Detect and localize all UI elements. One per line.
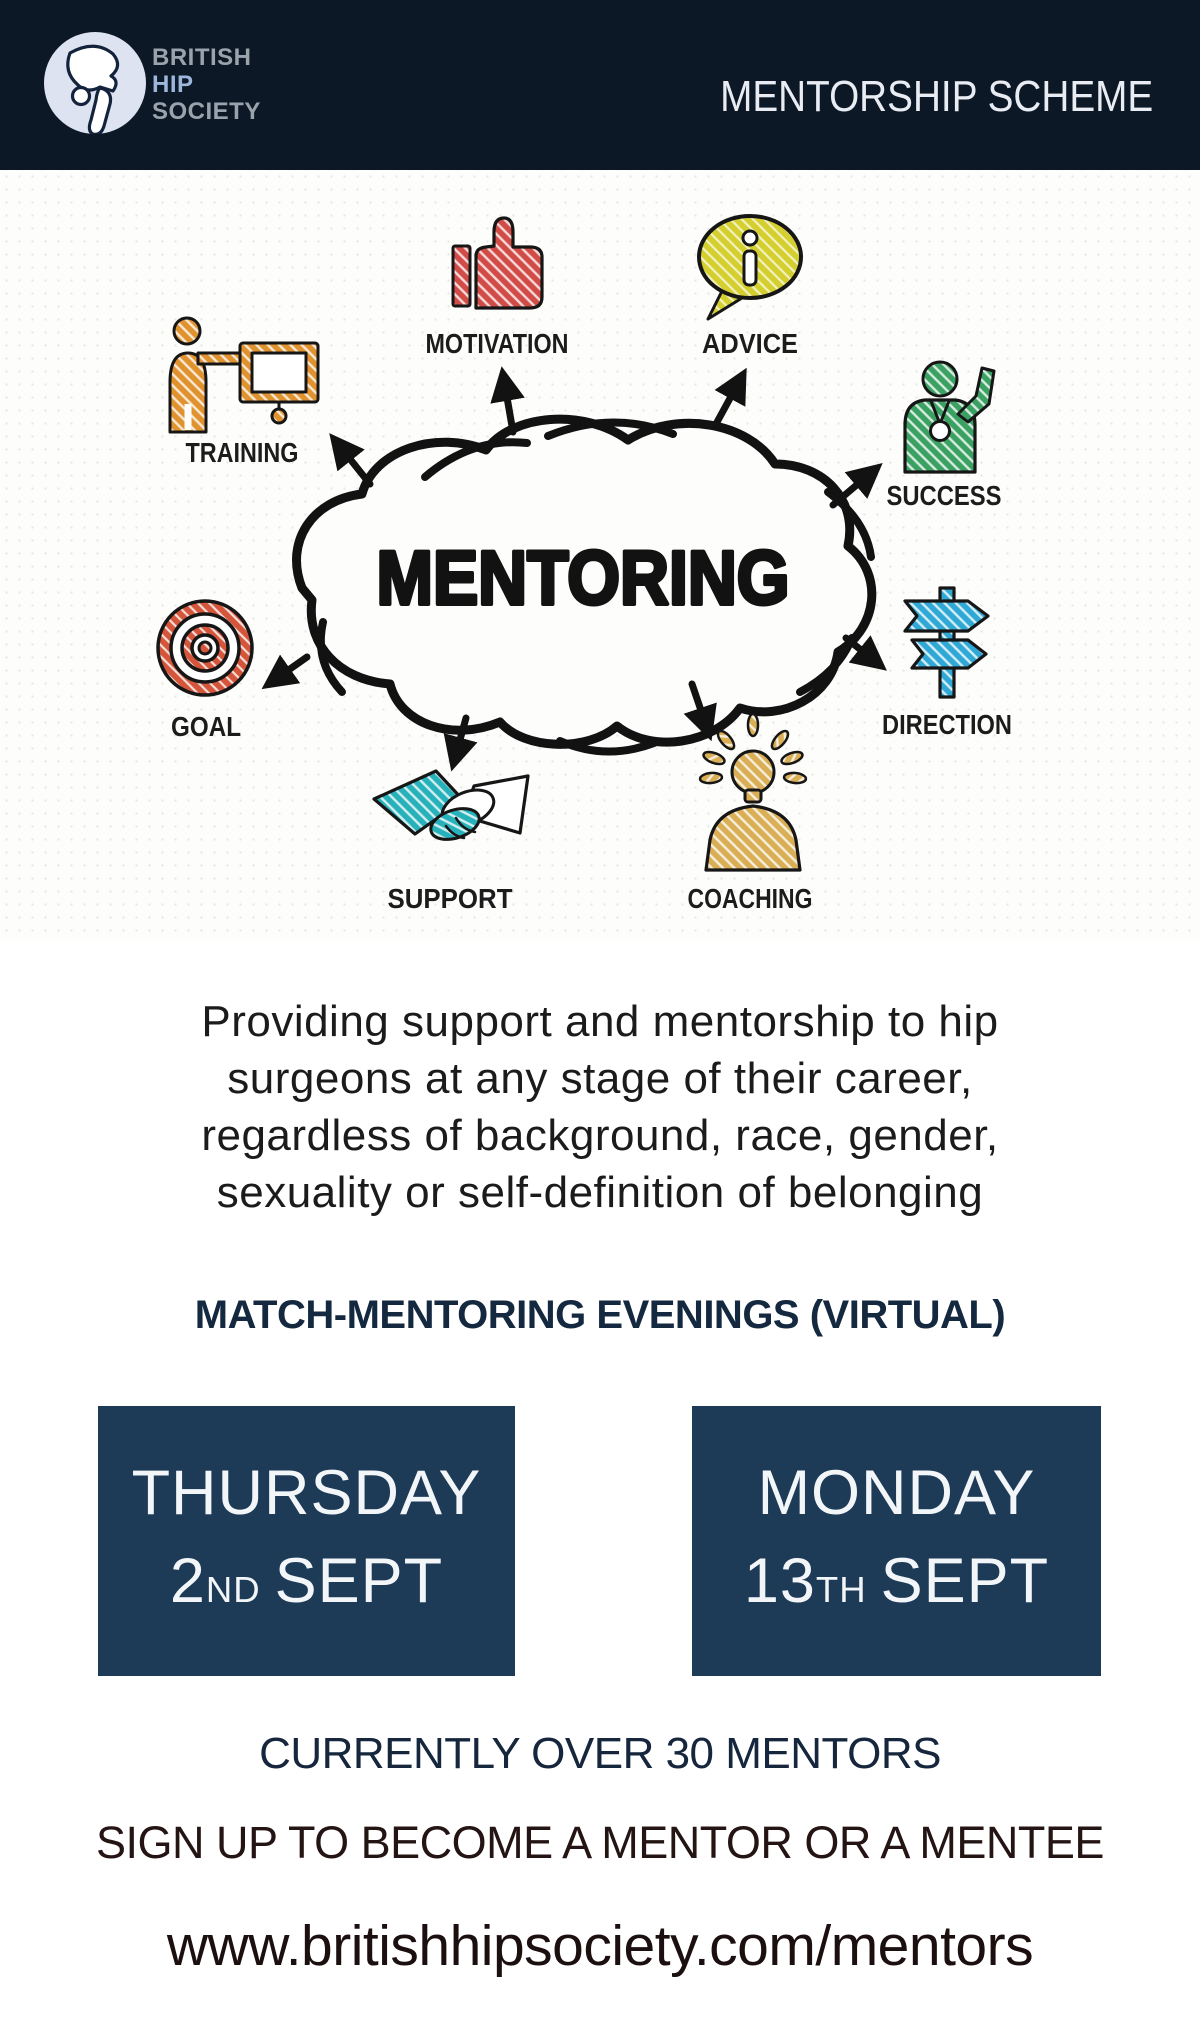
event-date-box-thursday bbox=[98, 1406, 515, 1676]
mentoring-center-label: MENTORING bbox=[376, 536, 790, 621]
arrow-motivation bbox=[504, 380, 513, 432]
bhs-logo bbox=[44, 32, 146, 134]
arrow-goal bbox=[273, 657, 307, 681]
node-direction bbox=[882, 588, 1012, 740]
intro-paragraph bbox=[0, 993, 1200, 1221]
date-number: 2 bbox=[169, 1545, 206, 1616]
intro-line: regardless of background, race, gender, bbox=[201, 1111, 999, 1160]
intro-line: surgeons at any stage of their career, bbox=[227, 1054, 973, 1103]
label-advice: ADVICE bbox=[702, 328, 798, 359]
node-advice bbox=[699, 216, 801, 359]
match-mentoring-heading: MATCH-MENTORING EVENINGS (VIRTUAL) bbox=[194, 1293, 1006, 1337]
handshake-icon bbox=[374, 771, 528, 845]
date-month: SEPT bbox=[274, 1545, 444, 1616]
presenter-with-screen-icon bbox=[170, 318, 318, 432]
node-motivation bbox=[426, 218, 569, 359]
event-day: MONDAY bbox=[757, 1457, 1036, 1528]
date-month: SEPT bbox=[880, 1545, 1050, 1616]
intro-line: Providing support and mentorship to hip bbox=[201, 997, 999, 1046]
label-support: SUPPORT bbox=[387, 883, 513, 914]
node-success bbox=[887, 362, 1002, 511]
label-coaching: COACHING bbox=[687, 883, 813, 914]
intro-line: sexuality or self-definition of belonging bbox=[216, 1168, 984, 1217]
event-day: THURSDAY bbox=[131, 1457, 482, 1528]
event-date-box-monday bbox=[692, 1406, 1101, 1676]
date-ordinal: ND bbox=[205, 1568, 261, 1610]
page-title: MENTORSHIP SCHEME bbox=[719, 72, 1153, 121]
date-ordinal: TH bbox=[815, 1568, 867, 1610]
label-motivation: MOTIVATION bbox=[425, 328, 569, 359]
hip-bone-icon bbox=[44, 32, 146, 134]
mentoring-diagram-svg bbox=[0, 170, 1200, 940]
arrow-advice bbox=[716, 380, 740, 424]
label-success: SUCCESS bbox=[886, 480, 1002, 511]
mentor-count-line: CURRENTLY OVER 30 MENTORS bbox=[259, 1729, 941, 1778]
lightbulb-person-icon bbox=[700, 714, 807, 870]
node-coaching bbox=[688, 714, 813, 914]
arrow-training bbox=[338, 444, 370, 484]
signpost-icon bbox=[905, 588, 988, 697]
label-direction: DIRECTION bbox=[882, 709, 1012, 740]
header-bar bbox=[0, 0, 1200, 170]
logo-line-hip: HIP bbox=[152, 71, 194, 98]
signup-line: SIGN UP TO BECOME A MENTOR OR A MENTEE bbox=[96, 1817, 1104, 1868]
logo-line-british: BRITISH bbox=[152, 44, 252, 71]
info-speech-bubble-icon bbox=[699, 216, 801, 319]
node-training bbox=[170, 318, 318, 468]
node-goal bbox=[158, 601, 252, 742]
website-url: www.britishhipsociety.com/mentors bbox=[166, 1914, 1034, 1978]
event-date bbox=[170, 1537, 443, 1634]
date-number: 13 bbox=[743, 1545, 816, 1616]
person-with-medal-icon bbox=[905, 362, 994, 472]
mentoring-diagram bbox=[0, 170, 1200, 940]
event-date bbox=[744, 1537, 1049, 1634]
label-goal: GOAL bbox=[171, 711, 241, 742]
thumbs-up-icon bbox=[453, 218, 542, 308]
target-icon bbox=[158, 601, 252, 695]
label-training: TRAINING bbox=[185, 437, 299, 468]
bhs-logo-wordmark bbox=[152, 44, 261, 125]
logo-line-society: SOCIETY bbox=[152, 98, 261, 125]
node-support bbox=[374, 771, 528, 914]
